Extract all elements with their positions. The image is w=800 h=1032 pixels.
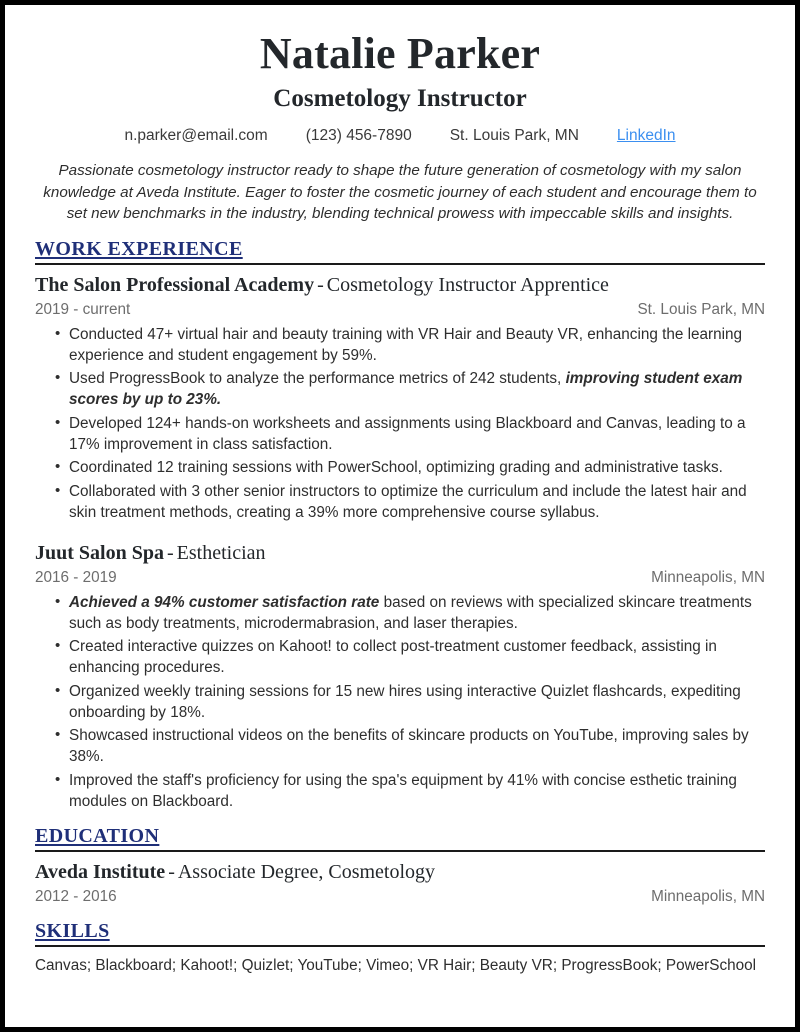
education-entry-headline: [35, 859, 765, 885]
list-item: [35, 481, 765, 523]
bullet-text: Collaborated with 3 other senior instructors to optimize the curriculum and include the latest hair and skin treatment methods, creating a 39% more comprehensive course syllabus.: [69, 482, 747, 521]
section-skills: [35, 920, 765, 976]
bullet-text: Coordinated 12 training sessions with PowerSchool, optimizing grading and administrative tasks.: [69, 459, 723, 476]
work-entry-role: Cosmetology Instructor Apprentice: [326, 273, 609, 296]
resume-header: [35, 27, 765, 145]
work-entry-separator: -: [317, 273, 324, 296]
bullet-text: Showcased instructional videos on the benefits of skincare products on YouTube, improving sales by 38%.: [69, 727, 749, 765]
work-entry-headline: [35, 540, 765, 566]
education-entry-separator: -: [168, 860, 175, 883]
education-entry-dates: 2012 - 2016: [35, 887, 117, 905]
education-entry-organization: Aveda Institute: [35, 860, 166, 883]
list-item: [35, 413, 765, 455]
education-entry: [35, 859, 765, 907]
list-item: [35, 725, 765, 767]
resume-page: [5, 5, 795, 1027]
work-entry-role: Esthetician: [176, 541, 266, 564]
section-title-skills: SKILLS: [35, 919, 110, 942]
work-entry-meta: [35, 568, 765, 588]
professional-headline: Cosmetology Instructor: [273, 85, 527, 112]
education-entry-meta: [35, 887, 765, 907]
work-entry-organization: The Salon Professional Academy: [35, 273, 315, 296]
bullet-text: Improved the staff's proficiency for using the spa's equipment by 41% with concise esthetic training modules on Blackboard.: [69, 771, 737, 810]
work-entry-meta: [35, 300, 765, 320]
education-entry-degree: Associate Degree, Cosmetology: [177, 860, 436, 883]
list-item: [35, 368, 765, 410]
section-education: [35, 825, 765, 907]
bullet-text: Used ProgressBook to analyze the performance metrics of 242 students,: [69, 370, 566, 387]
contact-row: [35, 127, 765, 145]
work-entry-location: Minneapolis, MN: [651, 568, 765, 586]
bullet-text: Organized weekly training sessions for 15 new hires using interactive Quizlet flashcards, expediting onboarding by 18%.: [69, 682, 741, 721]
work-entry-separator: -: [166, 541, 174, 564]
bullet-text-tail: based on reviews with specialized skincare treatments such as body treatments, microdermabrasion, and laser therapies.: [69, 593, 752, 632]
work-entry-bullets: [35, 592, 765, 812]
contact-location: St. Louis Park, MN: [449, 127, 579, 144]
bullet-text: Developed 124+ hands-on worksheets and assignments using Blackboard and Canvas, leading to a 17% improvement in class satisfaction.: [69, 414, 746, 453]
work-entry: [35, 272, 765, 523]
bullet-emphasis: improving student exam scores by up to 23%.: [69, 370, 743, 408]
bullet-text: Conducted 47+ virtual hair and beauty training with VR Hair and Beauty VR, enhancing the learning experience and student engagement by 59%.: [69, 325, 743, 364]
list-item: [35, 636, 765, 678]
work-entry-bullets: [35, 324, 765, 523]
section-divider: [35, 945, 765, 947]
list-item: [35, 681, 765, 723]
linkedin-link[interactable]: LinkedIn: [616, 127, 676, 144]
page-title: Natalie Parker: [259, 29, 541, 78]
list-item: [35, 457, 765, 478]
section-divider: [35, 263, 765, 265]
work-entry-organization: Juut Salon Spa: [35, 541, 164, 564]
list-item: [35, 770, 765, 812]
work-entry-dates: 2016 - 2019: [35, 568, 117, 586]
section-title-education: EDUCATION: [35, 824, 160, 847]
education-entry-location: Minneapolis, MN: [651, 887, 765, 905]
contact-email: n.parker@email.com: [124, 127, 268, 144]
professional-summary: Passionate cosmetology instructor ready to shape the future generation of cosmetology with my salon knowledge at Aveda Institute. Eager to foster the cosmetic journey of each student and encourage them to set new benchmarks in the industry, blending technical prowess with impeccable skills and insights.: [43, 162, 757, 222]
section-divider: [35, 850, 765, 852]
list-item: [35, 324, 765, 366]
bullet-text: Created interactive quizzes on Kahoot! to collect post-treatment customer feedback, assisting in enhancing procedures.: [69, 638, 717, 676]
list-item: [35, 592, 765, 634]
work-entry-headline: [35, 272, 765, 298]
section-work-experience: [35, 238, 765, 812]
work-entry: [35, 540, 765, 812]
skills-list: Canvas; Blackboard; Kahoot!; Quizlet; YouTube; Vimeo; VR Hair; Beauty VR; ProgressBook; PowerSchool: [35, 956, 757, 974]
section-title-work-experience: WORK EXPERIENCE: [35, 237, 243, 260]
work-entry-location: St. Louis Park, MN: [637, 300, 765, 318]
bullet-emphasis: Achieved a 94% customer satisfaction rate: [69, 593, 380, 611]
work-entry-dates: 2019 - current: [35, 300, 131, 318]
contact-phone: (123) 456-7890: [305, 127, 412, 144]
